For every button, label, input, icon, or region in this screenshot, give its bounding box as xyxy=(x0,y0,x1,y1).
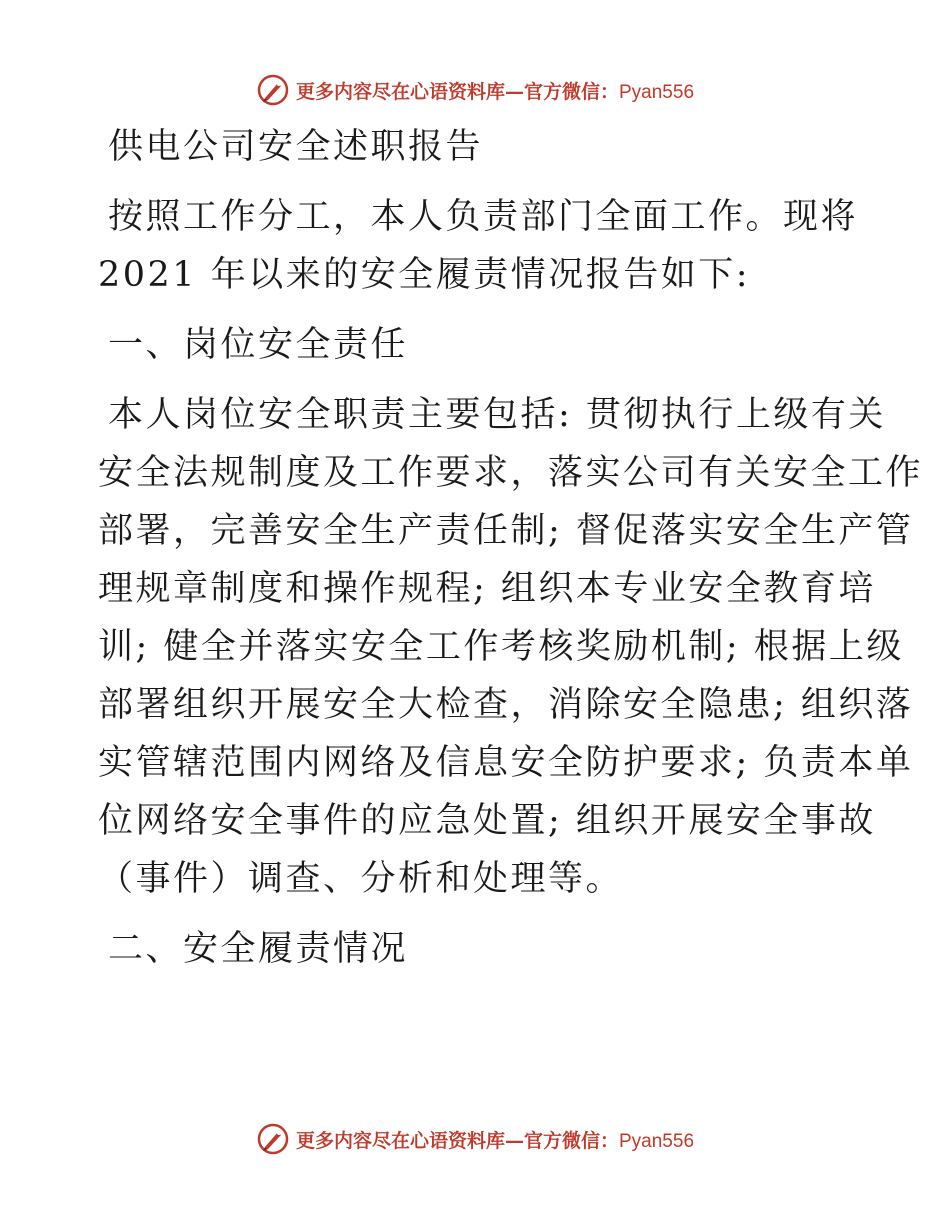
document-body xyxy=(98,118,924,990)
red-pen-seal-icon xyxy=(256,73,290,107)
watermark-contact: Pyan556 xyxy=(619,1130,695,1152)
section-heading-2: 二、安全履责情况 xyxy=(108,929,409,969)
watermark-header xyxy=(0,70,950,110)
paragraph-line: 位网络安全事件的应急处置; 组织开展安全事故 xyxy=(98,801,876,841)
watermark-text xyxy=(296,77,694,104)
paragraph-line: 部署组织开展安全大检查，消除安全隐患; 组织落 xyxy=(98,685,914,725)
document-title: 供电公司安全述职报告 xyxy=(108,127,484,167)
paragraph-line: 实管辖范围内网络及信息安全防护要求; 负责本单 xyxy=(98,743,914,783)
intro-line: 2021 年以来的安全履责情况报告如下: xyxy=(98,255,750,295)
intro-paragraph xyxy=(98,188,858,304)
paragraph-line: 安全法规制度及工作要求，落实公司有关安全工作 xyxy=(98,453,924,493)
watermark-label: 更多内容尽在心语资料库—官方微信： xyxy=(295,80,619,103)
paragraph-line: （事件）调查、分析和处理等。 xyxy=(98,859,624,899)
paragraph-line: 本人岗位安全职责主要包括: 贯彻执行上级有关 xyxy=(108,395,886,435)
section-heading-1: 一、岗位安全责任 xyxy=(108,325,409,365)
red-pen-seal-icon xyxy=(256,1122,290,1156)
section-1-paragraph xyxy=(98,386,924,908)
watermark-contact: Pyan556 xyxy=(619,81,695,103)
watermark-footer xyxy=(0,1119,950,1159)
paragraph-line: 部署，完善安全生产责任制; 督促落实安全生产管 xyxy=(98,511,914,551)
paragraph-line: 训; 健全并落实安全工作考核奖励机制; 根据上级 xyxy=(98,627,904,667)
watermark-label: 更多内容尽在心语资料库—官方微信： xyxy=(295,1129,619,1152)
intro-line: 按照工作分工，本人负责部门全面工作。现将 xyxy=(108,197,859,237)
watermark-text xyxy=(296,1126,694,1153)
paragraph-line: 理规章制度和操作规程; 组织本专业安全教育培 xyxy=(98,569,876,609)
